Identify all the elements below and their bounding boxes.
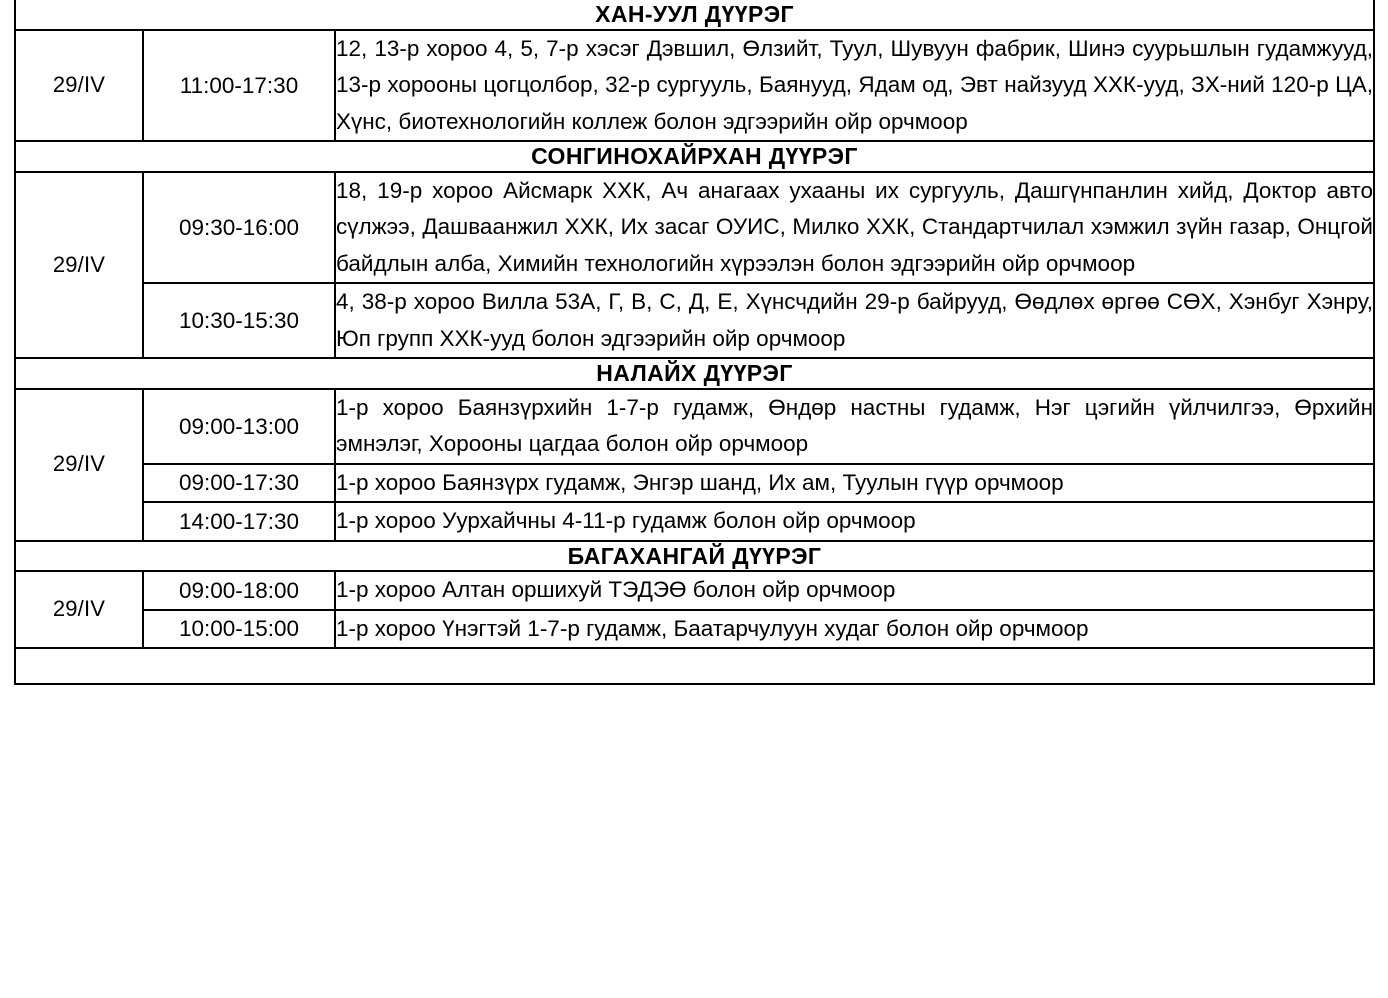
table-row — [15, 172, 1374, 283]
cell-locations: 12, 13-р хороо 4, 5, 7-р хэсэг Дэвшил, Өлзийт, Туул, Шувуун фабрик, Шинэ суурьшлын гудамжууд, 13-р хорооны цогцолбор, 32-р сургууль, Баянууд, Ядам од, Эвт найзууд ХХК-ууд, ЗХ-ний 120-р ЦА, Хүнс, биотехнологийн коллеж болон эдгээрийн ойр орчмоор — [335, 30, 1374, 141]
cell-locations: 1-р хороо Баянзүрхийн 1-7-р гудамж, Өндөр настны гудамж, Нэг цэгийн үйлчилгээ, Өрхийн эмнэлэг, Хорооны цагдаа болон ойр орчмоор — [335, 389, 1374, 464]
cell-time: 09:30-16:00 — [143, 172, 335, 283]
cell-date: 29/IV — [15, 571, 143, 648]
cell-locations: 18, 19-р хороо Айсмарк ХХК, Ач анагаах ухааны их сургууль, Дашгүнпанлин хийд, Доктор авто сүлжээ, Дашваанжил ХХК, Их засаг ОУИС, Милко ХХК, Стандартчилал хэмжил зүйн газар, Онцгой байдлын алба, Химийн технологийн хүрээлэн болон эдгээрийн ойр орчмоор — [335, 172, 1374, 283]
cell-time: 14:00-17:30 — [143, 502, 335, 540]
table-row — [15, 571, 1374, 609]
table-row — [15, 502, 1374, 540]
district-header-songinokhairkhan: СОНГИНОХАЙРХАН ДҮҮРЭГ — [15, 141, 1374, 172]
cell-date: 29/IV — [15, 389, 143, 541]
district-header-row — [15, 358, 1374, 389]
table-viewport — [14, 0, 1373, 685]
district-header-bagakhangai: БАГАХАНГАЙ ДҮҮРЭГ — [15, 541, 1374, 572]
table-row — [15, 610, 1374, 648]
table-body — [15, 0, 1374, 684]
cell-time: 10:00-15:00 — [143, 610, 335, 648]
cell-time: 09:00-17:30 — [143, 464, 335, 502]
table-row — [15, 283, 1374, 358]
district-header-nalaikh: НАЛАЙХ ДҮҮРЭГ — [15, 358, 1374, 389]
cell-locations: 4, 38-р хороо Вилла 53А, Г, В, С, Д, Е, Хүнсчдийн 29-р байрууд, Өөдлөх өргөө СӨХ, Хэнбуг Хэнру, Юп групп ХХК-ууд болон эдгээрийн ойр орчмоор — [335, 283, 1374, 358]
table-row — [15, 389, 1374, 464]
cell-time: 09:00-18:00 — [143, 571, 335, 609]
cell-locations: 1-р хороо Уурхайчны 4-11-р гудамж болон ойр орчмоор — [335, 502, 1374, 540]
table-row-partial-bottom — [15, 648, 1374, 684]
cell-locations: 1-р хороо Баянзүрх гудамж, Энгэр шанд, Их ам, Туулын гүүр орчмоор — [335, 464, 1374, 502]
table-row — [15, 30, 1374, 141]
cell-time: 11:00-17:30 — [143, 30, 335, 141]
cell-date: 29/IV — [15, 30, 143, 141]
district-header-partial-bottom — [15, 648, 1374, 684]
cell-time: 10:30-15:30 — [143, 283, 335, 358]
cell-locations: 1-р хороо Үнэгтэй 1-7-р гудамж, Баатарчулуун худаг болон ойр орчмоор — [335, 610, 1374, 648]
district-header-row — [15, 541, 1374, 572]
cell-locations: 1-р хороо Алтан оршихуй ТЭДЭӨ болон ойр орчмоор — [335, 571, 1374, 609]
cell-time: 09:00-13:00 — [143, 389, 335, 464]
district-header-row — [15, 0, 1374, 30]
table-row — [15, 464, 1374, 502]
district-header-khan-uul: ХАН-УУЛ ДҮҮРЭГ — [15, 0, 1374, 30]
cell-date: 29/IV — [15, 172, 143, 358]
power-outage-schedule-table — [14, 0, 1375, 685]
district-header-row — [15, 141, 1374, 172]
